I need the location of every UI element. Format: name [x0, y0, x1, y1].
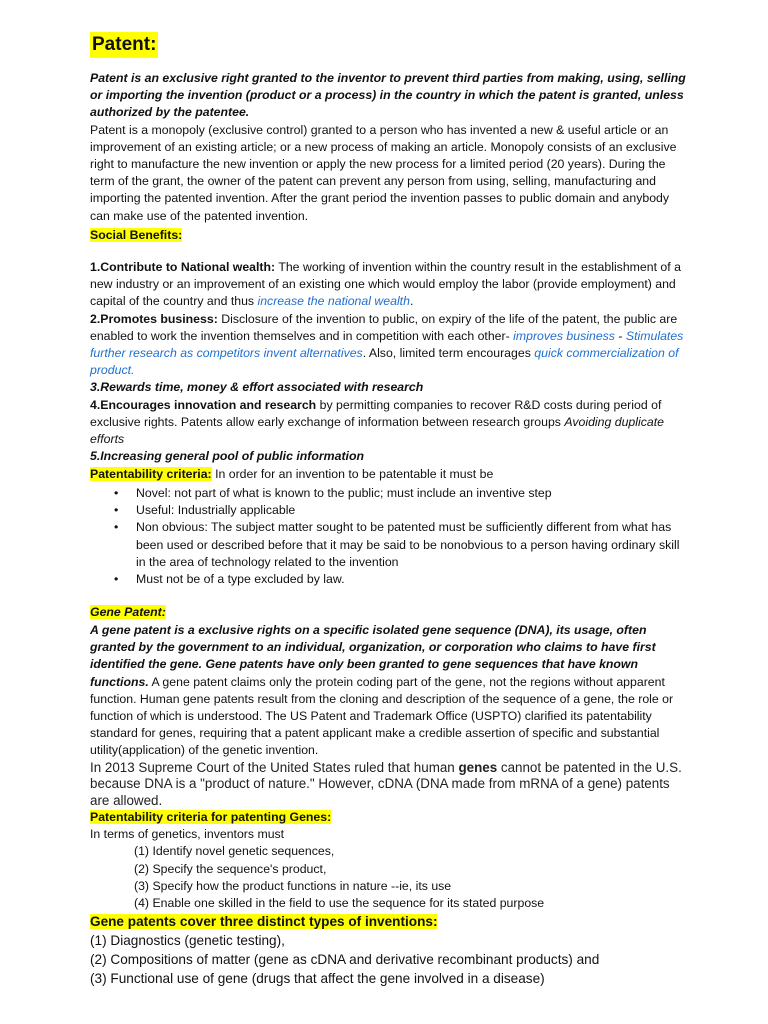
- benefit-item-4: [90, 397, 686, 449]
- benefit-2-title: 2.Promotes business:: [90, 311, 218, 326]
- benefit-item-1: [90, 259, 686, 311]
- gene-criteria-heading: Patentability criteria for patenting Genes:: [90, 810, 332, 824]
- benefit-4-italic: Avoiding duplicate efforts: [90, 414, 664, 447]
- list-item: (2) Specify the sequence's product,: [134, 861, 327, 876]
- list-item: [90, 519, 686, 571]
- gene-criteria-section: [90, 809, 686, 912]
- bullet-icon: •: [114, 503, 119, 518]
- gene-patent-definition: A gene patent is a exclusive rights on a specific isolated gene sequence (DNA), its usage, often granted by the government to an individual, organization, or corporation who claims to have first identified the gene. Gene patents have only been granted to gene sequences that have known functions.: [90, 623, 656, 689]
- court-text-start: In 2013 Supreme Court of the United States ruled that human: [90, 760, 459, 775]
- list-item: (4) Enable one skilled in the field to use the sequence for its stated purpose: [134, 896, 545, 911]
- list-item: [90, 571, 686, 588]
- list-item: [90, 485, 686, 502]
- benefit-4-title: 4.Encourages innovation and research: [90, 397, 317, 412]
- benefit-1-highlight: increase the national wealth: [257, 294, 410, 309]
- patentability-criteria-text: In order for an invention to be patentable it must be: [211, 467, 494, 481]
- patentability-criteria-lead: [90, 466, 686, 483]
- benefit-item-5: 5.Increasing general pool of public information: [90, 449, 364, 464]
- intro-paragraph: [90, 70, 686, 225]
- gene-patent-section: [90, 604, 686, 621]
- benefit-1-text: The working of invention within the country result in the establishment of a new industry or an improvement of an existing one which would employ the labor (provide employment) and capital of the country and thus: [90, 260, 681, 309]
- benefit-item-3: 3.Rewards time, money & effort associated with research: [90, 380, 424, 395]
- list-item: (2) Compositions of matter (gene as cDNA and derivative recombinant products) and: [90, 952, 600, 967]
- criteria-not-excluded: Must not be of a type excluded by law.: [136, 572, 345, 587]
- page-title: Patent:: [90, 32, 158, 58]
- inventions-heading: Gene patents cover three distinct types of inventions:: [90, 914, 438, 929]
- social-benefits-heading: Social Benefits:: [90, 228, 183, 242]
- intro-definition: Patent is an exclusive right granted to the inventor to prevent third parties from making, using, selling or importing the invention (product or a process) in the country in which the patent is granted, unless authorized by the patentee.: [90, 71, 686, 120]
- benefit-item-2: [90, 311, 686, 380]
- benefit-2-text: Disclosure of the invention to public, on expiry of the life of the patent, the public are enabled to work the invention themselves and in competition with each other-: [90, 311, 678, 343]
- gene-patent-text: A gene patent claims only the protein coding part of the gene, not the regions without apparent function. Human gene patents result from the cloning and description of the sequence of a gene, the role or function of which is understood. The US Patent and Trademark Office (USPTO) clarified its patentability standard for genes, requiring that a patent applicant make a credible assertion of specific and substantial utility(application) of the genetic invention.: [90, 674, 674, 758]
- criteria-novel: Novel: not part of what is known to the public; must include an inventive step: [136, 486, 552, 500]
- social-benefits-section: [90, 227, 686, 244]
- list-item: (3) Specify how the product functions in nature --ie, its use: [134, 878, 452, 893]
- benefit-2-highlight-3: quick commercialization of product.: [90, 346, 679, 378]
- inventions-section: [90, 912, 686, 988]
- gene-patent-heading: Gene Patent:: [90, 605, 166, 619]
- supreme-court-paragraph: [90, 760, 686, 809]
- criteria-non-obvious: Non obvious: The subject matter sought to be patented must be sufficiently different from what has been used or described before that it may be said to be nonobvious to a person having ordinary skill in the area of technology related to the invention: [136, 520, 680, 569]
- list-item: [90, 502, 686, 519]
- patentability-criteria-list: [90, 485, 686, 588]
- gene-patent-paragraph: [90, 622, 686, 760]
- patentability-criteria-heading: Patentability criteria:: [90, 467, 212, 481]
- list-item: (3) Functional use of gene (drugs that affect the gene involved in a disease): [90, 971, 545, 986]
- benefit-4-text: by permitting companies to recover R&D costs during period of exclusive rights. Patents allow early exchange of information between research groups: [90, 397, 662, 429]
- benefit-2-mid: . Also, limited term encourages: [362, 346, 535, 361]
- benefit-2-highlight-1: improves business: [513, 328, 615, 343]
- benefit-1-end: .: [409, 294, 414, 309]
- list-item: (1) Diagnostics (genetic testing),: [90, 933, 285, 948]
- gene-criteria-lead: In terms of genetics, inventors must: [90, 827, 285, 842]
- court-text-end: cannot be patented in the U.S. because DNA is a "product of nature." However, cDNA (DNA made from mRNA of a gene) patents are allowed.: [90, 760, 682, 808]
- list-item: (1) Identify novel genetic sequences,: [134, 844, 335, 859]
- intro-text: Patent is a monopoly (exclusive control) granted to a person who has invented a new & useful article or an improvement of an existing article; or a new process of making an article. Monopoly consists of an exclusive right to manufacture the new invention or apply the new process for a limited period (20 years). During the term of the grant, the owner of the patent can prevent any person from using, selling, manufacturing and importing the patented invention. After the grant period the invention passes to public domain and anybody can make use of the patented invention.: [90, 122, 677, 223]
- bullet-icon: •: [114, 486, 119, 500]
- benefit-1-title: 1.Contribute to National wealth:: [90, 260, 276, 274]
- criteria-useful: Useful: Industrially applicable: [136, 503, 296, 518]
- bullet-icon: •: [114, 572, 119, 587]
- court-text-genes: genes: [458, 760, 498, 775]
- benefit-2-dash: -: [614, 328, 626, 343]
- benefit-2-highlight-2: Stimulates further research as competitors invent alternatives: [90, 328, 684, 361]
- social-benefits-list: [90, 259, 686, 465]
- bullet-icon: •: [114, 520, 119, 535]
